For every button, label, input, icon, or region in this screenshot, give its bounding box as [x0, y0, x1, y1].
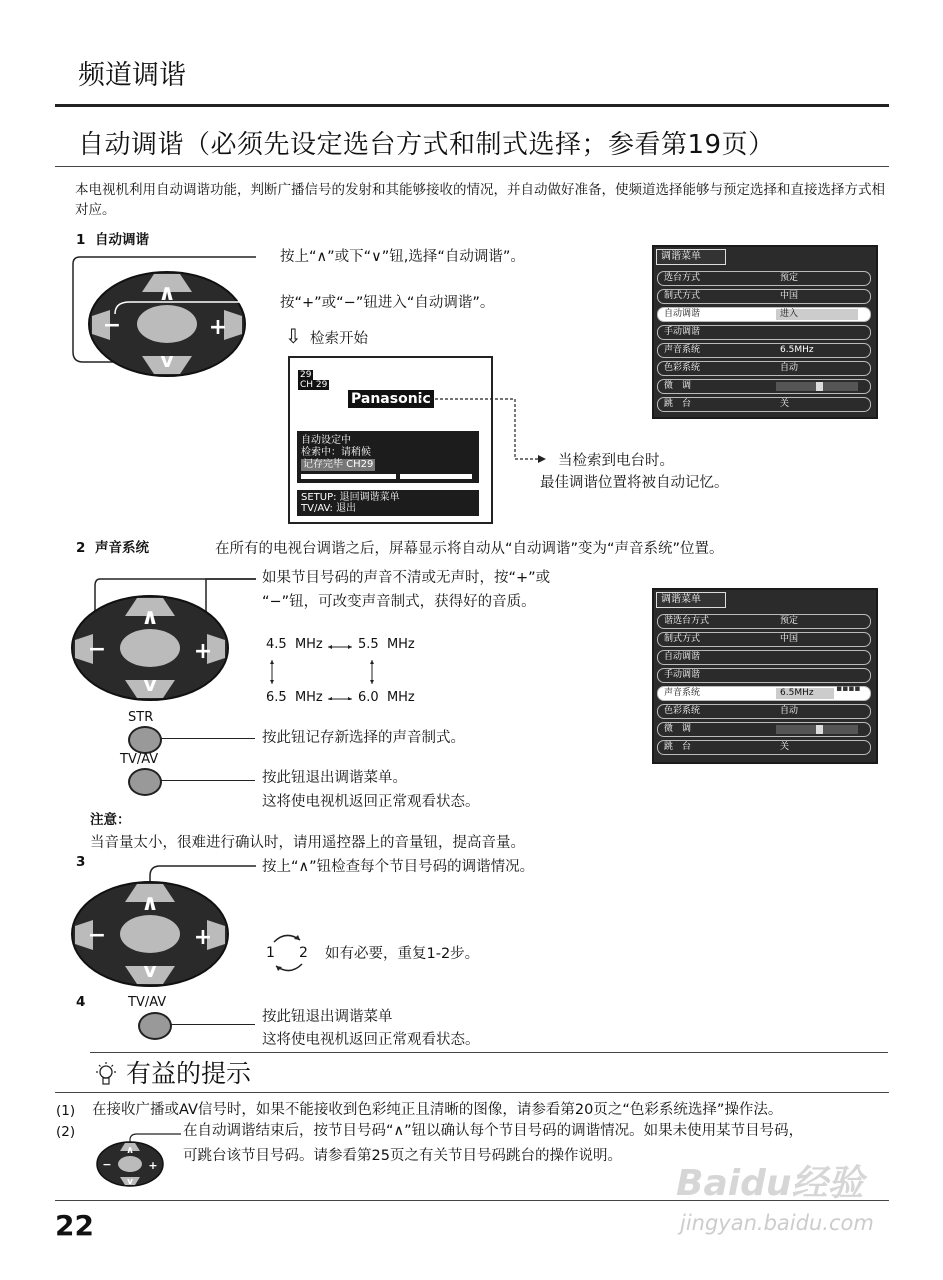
svg-text:∧: ∧	[158, 281, 176, 306]
svg-text:+: +	[193, 925, 213, 950]
tvav-label-step4: TV/AV	[128, 995, 167, 1010]
watermark-brand: Baidu经验	[676, 1163, 864, 1204]
cycle-arrows-icon	[264, 928, 314, 978]
menu-row[interactable]: 跳 台 关	[657, 397, 871, 412]
svg-text:+: +	[208, 315, 228, 340]
tuning-menu-step2	[652, 588, 878, 764]
progress-bar	[301, 474, 396, 479]
step3-instruction: 按上“∧”钮检查每个节目号码的调谐情况。	[262, 859, 535, 875]
brand-logo: Panasonic	[348, 390, 434, 408]
menu-row[interactable]: 谐选台方式 预定	[657, 614, 871, 629]
menu-row[interactable]: 手动调谐	[657, 668, 871, 683]
freq-6-5: 6.5 MHz	[266, 690, 323, 705]
svg-text:v: v	[143, 958, 157, 982]
channel-number: 29	[300, 370, 312, 380]
found-line-1: 当检索到电台时。	[558, 453, 674, 469]
menu-row[interactable]: 选台方式 预定	[657, 271, 871, 286]
dotted-connector	[420, 395, 550, 470]
freq-5-5: 5.5 MHz	[358, 637, 415, 652]
step3-number: 3	[76, 854, 86, 870]
tvav-line-step2	[160, 780, 255, 781]
svg-text:∧: ∧	[125, 1145, 135, 1156]
tvav-label-step2: TV/AV	[120, 752, 159, 767]
remote-dpad-mini	[95, 1128, 185, 1188]
note-text: 当音量太小，很难进行确认时，请用遥控器上的音量钮，提高音量。	[90, 835, 525, 851]
step2-instruction-1: 如果节目号码的声音不清或无声时，按“+”或	[262, 570, 551, 586]
svg-text:∧: ∧	[141, 605, 159, 630]
menu-row[interactable]: 制式方式 中国	[657, 289, 871, 304]
svg-text:+: +	[148, 1159, 158, 1172]
tip2-number: (2)	[56, 1124, 76, 1140]
cycle-step-2: 2	[299, 945, 308, 961]
tips-title: 有益的提示	[126, 1059, 252, 1088]
svg-text:∧: ∧	[141, 891, 159, 916]
step2-title: 声音系统	[95, 540, 149, 556]
tuning-menu-step1	[652, 245, 878, 419]
menu-row[interactable]: 制式方式 中国	[657, 632, 871, 647]
step2-instruction-2: “−”钮，可改变声音制式，获得好的音质。	[262, 594, 536, 610]
status-line-3: 记存完毕 CH29	[303, 459, 374, 470]
intro-paragraph: 本电视机利用自动调谐功能，判断广播信号的发射和其能够接收的情况，并自动做好准备，使频道选择能够与预定选择和直接选择方式相对应。	[75, 182, 885, 218]
svg-text:+: +	[193, 639, 213, 664]
tip2-text-line2: 可跳台该节目号码。请参看第25页之有关节目号码跳台的操作说明。	[183, 1148, 622, 1164]
step2-number: 2	[76, 540, 86, 556]
menu-row[interactable]: 手动调谐	[657, 325, 871, 340]
progress-bar-2	[400, 474, 472, 479]
str-line	[160, 738, 255, 739]
step2-description: 在所有的电视台调谐之后，屏幕显示将自动从“自动调谐”变为“声音系统”位置。	[215, 541, 724, 557]
menu-row-selected[interactable]: 声音系统 6.5MHz ▪▪▪▪	[657, 686, 871, 701]
section-title: 频道调谐	[78, 60, 186, 91]
freq-cycle-arrows	[260, 640, 420, 700]
search-start-label: 检索开始	[310, 331, 368, 347]
freq-4-5: 4.5 MHz	[266, 637, 323, 652]
finetune-slider[interactable]	[776, 725, 858, 734]
svg-text:−: −	[87, 923, 107, 948]
footer-line-2: TV/AV: 退出	[301, 503, 357, 514]
channel-label: CH 29	[300, 380, 328, 390]
down-arrow-icon: ⇩	[285, 324, 302, 348]
menu-row[interactable]: 声音系统 6.5MHz	[657, 343, 871, 358]
menu-row-finetune[interactable]: 微 调	[657, 379, 871, 394]
tips-top-rule	[90, 1052, 888, 1053]
level-indicator: ▪▪▪▪	[836, 684, 861, 694]
step1-number: 1	[76, 232, 86, 248]
heading-rule	[55, 166, 889, 167]
step4-instruction-1: 按此钮退出调谐菜单	[262, 1009, 393, 1025]
tvav-instruction-2: 这将使电视机返回正常观看状态。	[262, 794, 480, 810]
menu-row[interactable]: 自动调谐	[657, 650, 871, 665]
header-rule	[55, 104, 889, 107]
note-title: 注意：	[90, 812, 131, 828]
repeat-instruction: 如有必要，重复1-2步。	[325, 946, 480, 962]
str-button[interactable]	[128, 726, 162, 754]
freq-6-0: 6.0 MHz	[358, 690, 415, 705]
svg-text:−: −	[87, 637, 107, 662]
step4-number: 4	[76, 994, 86, 1010]
tip1-text: 在接收广播或AV信号时，如果不能接收到色彩纯正且清晰的图像，请参看第20页之“色彩系统选择”操作法。	[92, 1102, 783, 1118]
step4-instruction-2: 这将使电视机返回正常观看状态。	[262, 1032, 480, 1048]
menu-title: 调谐菜单	[656, 592, 726, 608]
remote-dpad-step3	[70, 858, 270, 988]
remote-dpad-step1	[70, 252, 270, 382]
footer-line-1: SETUP: 退回调谐菜单	[301, 492, 400, 503]
main-heading: 自动调谐（必须先设定选台方式和制式选择；参看第19页）	[78, 130, 775, 160]
step1-instruction-2: 按“+”或“−”钮进入“自动调谐”。	[280, 295, 495, 311]
found-line-2: 最佳调谐位置将被自动记忆。	[540, 475, 729, 491]
svg-text:v: v	[160, 348, 174, 372]
remote-dpad-step2	[70, 572, 270, 702]
step1-title: 自动调谐	[95, 232, 149, 248]
tvav-button-step4[interactable]	[138, 1012, 172, 1040]
svg-text:v: v	[127, 1177, 133, 1187]
tips-bottom-rule	[55, 1092, 889, 1093]
str-label: STR	[128, 710, 154, 725]
status-line-2: 检索中：请稍候	[301, 447, 371, 458]
cycle-step-1: 1	[266, 945, 275, 961]
svg-text:−: −	[102, 1158, 112, 1171]
menu-row[interactable]: 跳 台 关	[657, 740, 871, 755]
tip2-text-line1: 在自动调谐结束后，按节目号码“∧”钮以确认每个节目号码的调谐情况。如果未使用某节目号码，	[183, 1123, 804, 1139]
menu-row-finetune[interactable]: 微 调	[657, 722, 871, 737]
page-number: 22	[55, 1209, 94, 1242]
tvav-instruction-1: 按此钮退出调谐菜单。	[262, 770, 407, 786]
menu-row[interactable]: 色彩系统 自动	[657, 361, 871, 376]
lightbulb-icon	[92, 1060, 120, 1090]
screen-footer	[297, 490, 479, 516]
finetune-slider[interactable]	[776, 382, 858, 391]
svg-text:−: −	[102, 313, 122, 338]
menu-title: 调谐菜单	[656, 249, 726, 265]
watermark-url: jingyan.baidu.com	[680, 1211, 874, 1235]
tvav-line-step4	[170, 1024, 255, 1025]
tvav-button-step2[interactable]	[128, 768, 162, 796]
status-line-1: 自动设定中	[301, 435, 351, 446]
menu-row[interactable]: 色彩系统 自动	[657, 704, 871, 719]
str-instruction: 按此钮记存新选择的声音制式。	[262, 730, 465, 746]
step1-instruction-1: 按上“∧”或下“∨”钮,选择“自动调谐”。	[280, 249, 525, 265]
menu-row-selected[interactable]: 自动调谐 进入	[657, 307, 871, 322]
tip1-number: (1)	[56, 1103, 76, 1119]
svg-text:v: v	[143, 672, 157, 696]
